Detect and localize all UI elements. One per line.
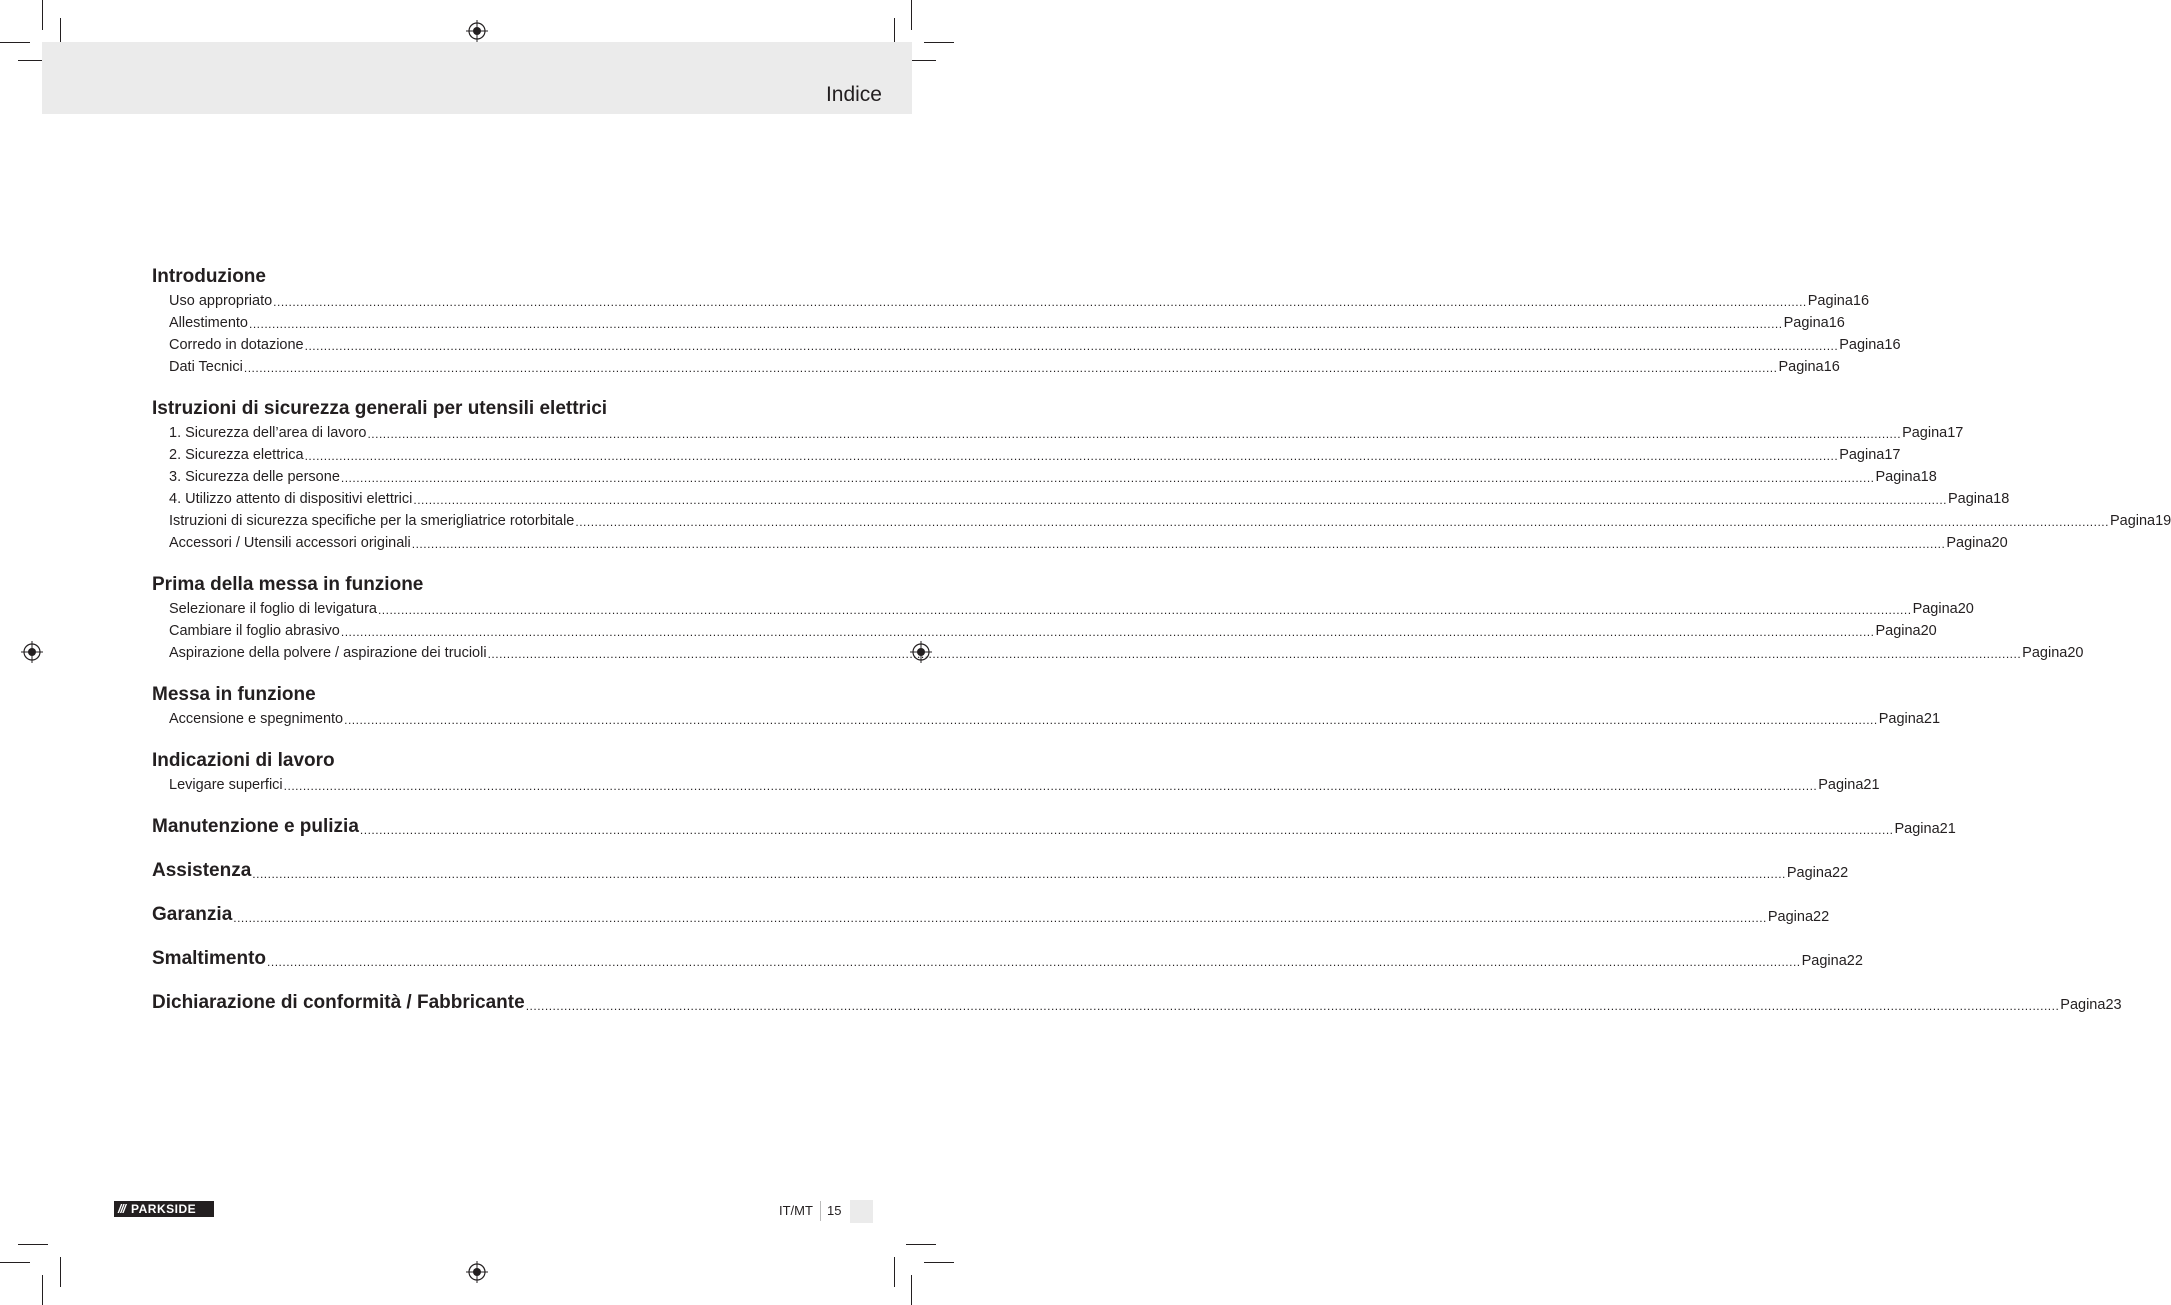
page-number: 17 (1884, 447, 1901, 463)
parkside-logo (114, 1201, 214, 1217)
page-word: Pagina (1894, 821, 1940, 837)
entry-label: Accensione e spegnimento (169, 711, 344, 727)
crop-mark (911, 1275, 912, 1305)
toc-entry[interactable] (152, 466, 1937, 488)
page-word: Pagina (2060, 997, 2106, 1013)
crop-mark (924, 42, 954, 43)
page-number: 22 (1813, 909, 1830, 925)
entry-label: Dati Tecnici (169, 359, 243, 375)
page-word: Pagina (1902, 425, 1948, 441)
page-number: 21 (1863, 777, 1880, 793)
entry-label: Cambiare il foglio abrasivo (169, 623, 340, 639)
page-number: 20 (2067, 645, 2084, 661)
leader-dots: ................................................................................................................................................................................................................................................................................................................................................................................................................ (487, 647, 2022, 661)
toc-section (152, 748, 1880, 796)
page-word: Pagina (1947, 491, 1994, 507)
page-number: 20 (1991, 535, 2008, 551)
crop-mark (894, 1257, 895, 1287)
logo-slashes: /// (118, 1202, 126, 1216)
leader-dots: ................................................................................................................................................................................................................................................................................................................................................................................................................ (304, 339, 1839, 353)
entry-label: 1. Sicurezza dell’area di lavoro (169, 425, 367, 441)
entry-label: Aspirazione della polvere / aspirazione dei trucioli (169, 645, 487, 661)
section-title: Introduzione (152, 266, 266, 287)
section-title: Istruzioni di sicurezza generali per utensili elettrici (152, 398, 608, 419)
toc-main-entry[interactable] (152, 946, 1863, 972)
toc-entry[interactable] (152, 598, 1974, 620)
entry-label: Corredo in dotazione (169, 337, 304, 353)
registration-mark-icon (466, 1261, 488, 1283)
page-word: Pagina (2022, 645, 2068, 661)
crop-mark (60, 1257, 61, 1287)
page-word: Pagina (1786, 865, 1833, 881)
table-of-contents (152, 264, 2171, 1034)
page-number: 18 (1993, 491, 2010, 507)
page-word: Pagina (1912, 601, 1958, 617)
toc-section (152, 572, 2084, 664)
page-word: Pagina (1778, 359, 1824, 375)
toc-entry[interactable] (152, 422, 1964, 444)
toc-section (152, 396, 2171, 554)
entry-label: Uso appropriato (169, 293, 273, 309)
page-number: 16 (1852, 293, 1870, 309)
footer-tab (850, 1200, 873, 1223)
crop-mark (906, 1244, 936, 1245)
page-number: 22 (1832, 865, 1849, 881)
entry-label: Accessori / Utensili accessori originali (169, 535, 411, 551)
page-number: 21 (1923, 711, 1941, 727)
page-word: Pagina (1875, 623, 1921, 639)
crop-mark (0, 42, 30, 43)
page-word: Pagina (1818, 777, 1864, 793)
page-word: Pagina (2109, 513, 2156, 529)
toc-entry[interactable] (152, 488, 2010, 510)
page-number: 16 (1823, 359, 1840, 375)
page-word: Pagina (1839, 337, 1885, 353)
page-number: 17 (1947, 425, 1964, 441)
page-word: Pagina (1807, 293, 1853, 309)
leader-dots: ................................................................................................................................................................................................................................................................................................................................................................................................................ (340, 625, 1875, 639)
footer-page-number: 15 (827, 1203, 842, 1218)
leader-dots: ................................................................................................................................................................................................................................................................................................................................................................................................................ (377, 603, 1912, 617)
leader-dots: ................................................................................................................................................................................................................................................................................................................................................................................................................ (233, 911, 1767, 925)
leader-dots: ................................................................................................................................................................................................................................................................................................................................................................................................................ (304, 449, 1839, 463)
section-title: Prima della messa in funzione (152, 574, 424, 595)
toc-entry[interactable] (152, 532, 2008, 554)
page-number: 20 (1957, 601, 1974, 617)
entry-label: Istruzioni di sicurezza specifiche per la smerigliatrice rotorbitale (169, 513, 575, 529)
page-word: Pagina (1783, 315, 1829, 331)
toc-entry[interactable] (152, 290, 1870, 312)
toc-entry[interactable] (152, 708, 1941, 730)
leader-dots: ................................................................................................................................................................................................................................................................................................................................................................................................................ (525, 999, 2060, 1013)
header-band (42, 42, 912, 114)
toc-entry[interactable] (152, 312, 1845, 334)
toc-entry[interactable] (152, 510, 2171, 532)
toc-entry[interactable] (152, 774, 1880, 796)
crop-mark (18, 1244, 48, 1245)
toc-main-entry[interactable] (152, 814, 1956, 840)
footer-language: IT/MT (779, 1203, 813, 1218)
leader-dots: ................................................................................................................................................................................................................................................................................................................................................................................................................ (575, 515, 2109, 529)
section-title: Garanzia (152, 904, 233, 925)
toc-section (152, 264, 1901, 378)
toc-entry[interactable] (152, 334, 1901, 356)
toc-main-entry[interactable] (152, 858, 1849, 884)
entry-label: Selezionare il foglio di levigatura (169, 601, 377, 617)
leader-dots: ................................................................................................................................................................................................................................................................................................................................................................................................................ (344, 713, 1878, 727)
entry-label: Levigare superfici (169, 777, 283, 793)
crop-mark (0, 1262, 30, 1263)
page-word: Pagina (1767, 909, 1814, 925)
logo-brand: PARKSIDE (131, 1202, 197, 1216)
section-title: Assistenza (152, 860, 252, 881)
page-number: 21 (1939, 821, 1956, 837)
toc-entry[interactable] (152, 620, 1937, 642)
page-number: 22 (1846, 953, 1863, 969)
page-word: Pagina (1878, 711, 1924, 727)
entry-label: 4. Utilizzo attento di dispositivi elettrici (169, 491, 413, 507)
crop-mark (42, 0, 43, 30)
registration-mark-icon (466, 20, 488, 42)
toc-entry[interactable] (152, 642, 2084, 664)
page-title: Indice (825, 83, 882, 106)
page-number: 18 (1920, 469, 1937, 485)
page-word: Pagina (1875, 469, 1921, 485)
entry-label: Allestimento (169, 315, 248, 331)
crop-mark (924, 1262, 954, 1263)
registration-mark-icon (21, 641, 43, 663)
page-number: 16 (1884, 337, 1901, 353)
toc-main-entry[interactable] (152, 902, 1830, 928)
crop-mark (911, 0, 912, 30)
leader-dots: ................................................................................................................................................................................................................................................................................................................................................................................................................ (273, 295, 1807, 309)
section-title: Smaltimento (152, 948, 267, 969)
section-title: Manutenzione e pulizia (152, 816, 359, 837)
page-number: 19 (2155, 513, 2171, 529)
leader-dots: ................................................................................................................................................................................................................................................................................................................................................................................................................ (340, 471, 1875, 485)
footer-divider (820, 1201, 821, 1221)
toc-section (152, 682, 1941, 730)
leader-dots: ................................................................................................................................................................................................................................................................................................................................................................................................................ (413, 493, 1947, 507)
page-number: 23 (2105, 997, 2122, 1013)
leader-dots: ................................................................................................................................................................................................................................................................................................................................................................................................................ (243, 361, 1778, 375)
entry-label: 3. Sicurezza delle persone (169, 469, 340, 485)
section-title: Indicazioni di lavoro (152, 750, 335, 771)
page-word: Pagina (1839, 447, 1885, 463)
entry-label: 2. Sicurezza elettrica (169, 447, 304, 463)
section-title: Dichiarazione di conformità / Fabbricante (152, 992, 525, 1013)
toc-entry[interactable] (152, 356, 1840, 378)
page-word: Pagina (1946, 535, 1992, 551)
page-number: 16 (1828, 315, 1845, 331)
leader-dots: ................................................................................................................................................................................................................................................................................................................................................................................................................ (248, 317, 1783, 331)
leader-dots: ................................................................................................................................................................................................................................................................................................................................................................................................................ (267, 955, 1801, 969)
leader-dots: ................................................................................................................................................................................................................................................................................................................................................................................................................ (367, 427, 1902, 441)
leader-dots: ................................................................................................................................................................................................................................................................................................................................................................................................................ (411, 537, 1946, 551)
section-title: Messa in funzione (152, 684, 316, 705)
leader-dots: ................................................................................................................................................................................................................................................................................................................................................................................................................ (359, 823, 1894, 837)
page-word: Pagina (1801, 953, 1847, 969)
crop-mark (42, 1275, 43, 1305)
leader-dots: ................................................................................................................................................................................................................................................................................................................................................................................................................ (252, 867, 1786, 881)
toc-entry[interactable] (152, 444, 1901, 466)
toc-main-entry[interactable] (152, 990, 2122, 1016)
leader-dots: ................................................................................................................................................................................................................................................................................................................................................................................................................ (283, 779, 1818, 793)
page-number: 20 (1920, 623, 1937, 639)
